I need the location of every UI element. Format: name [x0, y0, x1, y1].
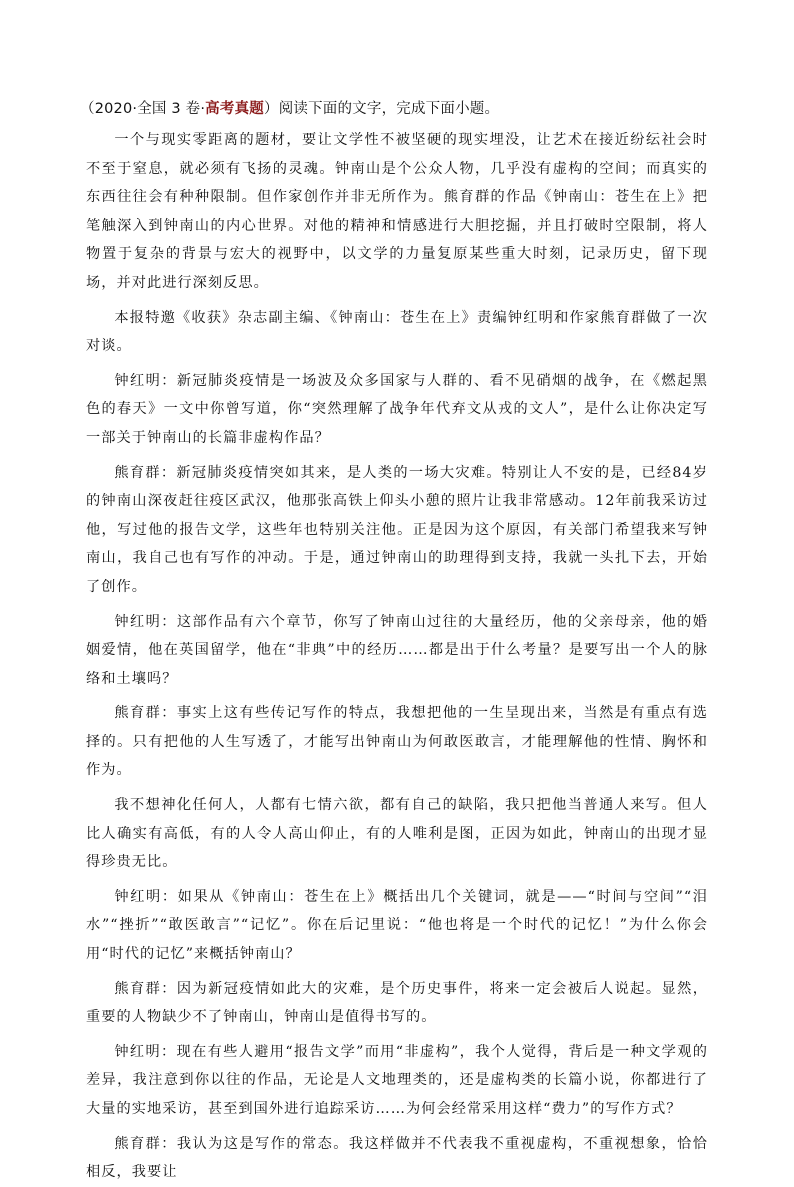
paragraph-11: 熊育群：我认为这是写作的常态。我这样做并不代表我不重视虚构，不重视想象，恰恰相反，我要让: [86, 1135, 708, 1181]
paragraph-1: 一个与现实零距离的题材，要让文学性不被坚硬的现实埋没，让艺术在接近纷纭社会时不至于窒息，就必须有飞扬的灵魂。钟南山是个公众人物，几乎没有虚构的空间；而真实的东西往往会有种种限制。但作家创作并非无所作为。熊育群的作品《钟南山：苍生在上》把笔触深入到钟南山的内心世界。对他的精神和情感进行大胆挖掘，并且打破时空限制，将人物置于复杂的背景与宏大的视野中，以文学的力量复原某些重大时刻，记录历史，留下现场，并对此进行深刻反思。: [86, 132, 708, 291]
paragraph-6: 熊育群：事实上这有些传记写作的特点，我想把他的一生呈现出来，当然是有重点有选择的。只有把他的人生写透了，才能写出钟南山为何敢医敢言，才能理解他的性情、胸怀和作为。: [86, 705, 708, 779]
heading-open-paren: （: [80, 101, 95, 117]
heading-close-paren: ）: [263, 101, 279, 117]
question-heading: [80, 96, 708, 122]
instruction-text: 阅读下面的文字，完成下面小题。: [278, 101, 500, 117]
article-body: [86, 126, 708, 1187]
exam-year-label: 2020·全国 3 卷·: [94, 101, 206, 117]
paragraph-5: 钟红明：这部作品有六个章节，你写了钟南山过往的大量经历，他的父亲母亲，他的婚姻爱情，他在英国留学，他在“非典”中的经历……都是出于什么考量？是要写出一个人的脉络和土壤吗？: [86, 613, 708, 687]
paragraph-7: 我不想神化任何人，人都有七情六欲，都有自己的缺陷，我只把他当普通人来写。但人比人确实有高低，有的人令人高山仰止，有的人唯利是图，正因为如此，钟南山的出现才显得珍贵无比。: [86, 797, 708, 871]
source-label: 高考真题: [205, 101, 264, 117]
paragraph-10: 钟红明：现在有些人避用“报告文学”而用“非虚构”，我个人觉得，背后是一种文学观的差异，我注意到你以往的作品，无论是人文地理类的，还是虚构类的长篇小说，你都进行了大量的实地采访，甚至到国外进行追踪采访……为何会经常采用这样“费力”的写作方式？: [86, 1043, 708, 1117]
paragraph-2: 本报特邀《收获》杂志副主编、《钟南山：苍生在上》责编钟红明和作家熊育群做了一次对谈。: [86, 309, 708, 355]
paragraph-8: 钟红明：如果从《钟南山：苍生在上》概括出几个关键词，就是——“时间与空间”“泪水”“挫折”“敢医敢言”“记忆”。你在后记里说：“他也将是一个时代的记忆！”为什么你会用“时代的记忆”来概括钟南山？: [86, 888, 708, 963]
paragraph-4: 熊育群：新冠肺炎疫情突如其来，是人类的一场大灾难。特别让人不安的是，已经84岁的钟南山深夜赶往疫区武汉，他那张高铁上仰头小憩的照片让我非常感动。12年前我采访过他，写过他的报告文学，这些年也特别关注他。正是因为这个原因，有关部门希望我来写钟南山，我自己也有写作的冲动。于是，通过钟南山的助理得到支持，我就一头扎下去，开始了创作。: [86, 464, 708, 595]
paragraph-9: 熊育群：因为新冠疫情如此大的灾难，是个历史事件，将来一定会被后人说起。显然，重要的人物缺少不了钟南山，钟南山是值得书写的。: [86, 980, 708, 1026]
paragraph-3: 钟红明：新冠肺炎疫情是一场波及众多国家与人群的、看不见硝烟的战争，在《燃起黑色的春天》一文中你曾写道，你“突然理解了战争年代弃文从戎的文人”，是什么让你决定写一部关于钟南山的长篇非虚构作品？: [86, 372, 708, 446]
